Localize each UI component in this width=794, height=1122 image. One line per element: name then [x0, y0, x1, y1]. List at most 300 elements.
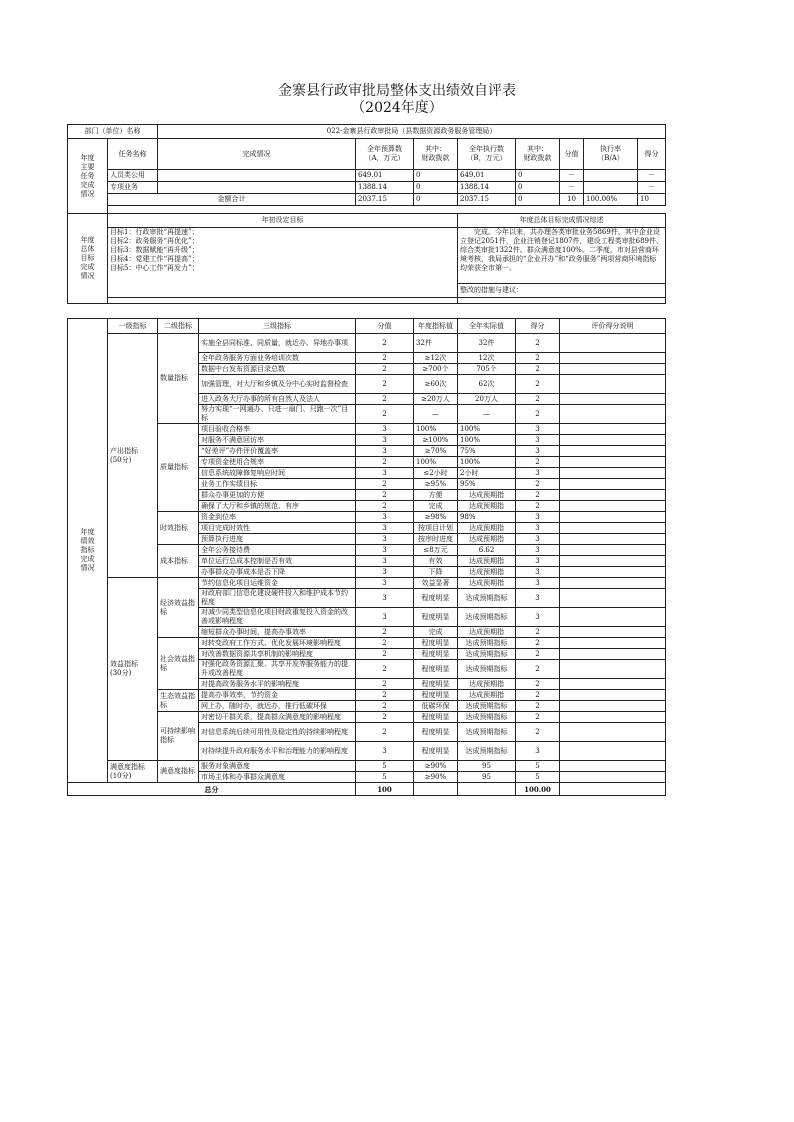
grand-total-score: 100 — [356, 783, 414, 796]
execution-row — [68, 182, 666, 194]
indicator-row — [68, 712, 666, 723]
col-budget-fin: 其中： 财政拨款 — [414, 139, 458, 170]
indicator-got: 2 — [516, 712, 560, 723]
indicator-actual: 达成预期指 — [458, 627, 516, 638]
indicator-target: ≥98% — [414, 512, 458, 523]
task-score: － — [560, 170, 584, 182]
indicator-got: 3 — [516, 534, 560, 545]
goals-right-header: 年度总体目标完成情况综述 — [458, 214, 666, 228]
col-level3: 三级指标 — [199, 319, 356, 334]
indicator-actual: 100% — [458, 435, 516, 446]
indicator-target: 程度明显 — [414, 608, 458, 627]
indicator-row — [68, 578, 666, 589]
indicator-actual: 达成预期指标 — [458, 701, 516, 712]
indicator-got: 2 — [516, 723, 560, 742]
level2-label: 生态效益指标 — [158, 690, 199, 712]
indicator-score: 5 — [356, 772, 414, 783]
indicator-target: ≥90% — [414, 761, 458, 772]
indicator-note — [560, 723, 666, 742]
indicator-target: 程度明显 — [414, 723, 458, 742]
indicator-note — [560, 608, 666, 627]
indicator-score: 3 — [356, 578, 414, 589]
level3-label: 单位运行总成本控制是否有效 — [199, 556, 356, 567]
indicator-got: 2 — [516, 457, 560, 468]
total-score: 10 — [560, 194, 584, 206]
indicator-note — [560, 556, 666, 567]
goals-right-text: 完成。今年以来，共办理各类审批业务5869件，其中企业设立登记2051件，企业注销登记1807件，建设工程类审批689件，综合类审批1322件。群众满意度100%。二季度，市对县营商环境考核，我局承担的“企业开办”和“政务服务”两项营商环境指标均荣获全市第一。 — [458, 228, 666, 284]
indicator-actual: 95 — [458, 772, 516, 783]
indicator-row — [68, 512, 666, 523]
indicator-got: 3 — [516, 435, 560, 446]
goals-left-header: 年初设定目标 — [108, 214, 458, 228]
indicator-note — [560, 446, 666, 457]
indicator-note — [560, 545, 666, 556]
indicator-row — [68, 690, 666, 701]
total-label: 金额合计 — [108, 194, 356, 206]
col-status: 完成情况 — [158, 139, 356, 170]
indicator-note — [560, 578, 666, 589]
indicator-got: 3 — [516, 424, 560, 435]
level3-label: 进入政务大厅办事的所有自然人及法人 — [199, 394, 356, 405]
task-status — [158, 182, 356, 194]
indicator-got: 3 — [516, 567, 560, 578]
indicator-score: 5 — [356, 761, 414, 772]
indicator-got: 3 — [516, 589, 560, 608]
indicator-note — [560, 772, 666, 783]
indicator-got: 2 — [516, 405, 560, 424]
indicator-score: 3 — [356, 742, 414, 761]
indicator-row — [68, 545, 666, 556]
dept-label: 部门（单位）名称 — [68, 125, 158, 139]
level1-label: 产出指标 (50分) — [108, 334, 158, 578]
indicator-actual: 达成预期指标 — [458, 649, 516, 660]
page-title: 金寨县行政审批局整体支出绩效自评表 — [278, 83, 516, 99]
indicator-target: 完成 — [414, 501, 458, 512]
level3-label: 资金到位率 — [199, 512, 356, 523]
indicator-actual: 达成预期指 — [458, 534, 516, 545]
level1-label: 效益指标 (30分) — [108, 578, 158, 761]
indicator-target: 程度明显 — [414, 742, 458, 761]
indicator-row — [68, 638, 666, 649]
level3-label: 对信息系统后续可用性及稳定性的持续影响程度 — [199, 723, 356, 742]
level3-label: 实施全县同标准、同质量，就近办、异地办事项 — [199, 334, 356, 353]
indicator-actual: 95% — [458, 479, 516, 490]
indicator-score: 2 — [356, 375, 414, 394]
level2-label: 时效指标 — [158, 512, 199, 545]
indicator-target: 程度明显 — [414, 679, 458, 690]
col-task: 任务名称 — [108, 139, 158, 170]
indicator-note — [560, 457, 666, 468]
indicator-score: 2 — [356, 501, 414, 512]
task-name: 专项业务 — [108, 182, 158, 194]
indicator-actual: 95 — [458, 761, 516, 772]
indicator-target: ≥70% — [414, 446, 458, 457]
indicator-got: 2 — [516, 660, 560, 679]
indicator-target: ≤8万元 — [414, 545, 458, 556]
col-rate: 执行率 （B/A） — [584, 139, 638, 170]
indicator-got: 2 — [516, 479, 560, 490]
indicator-target: ≥12次 — [414, 353, 458, 364]
indicator-actual: 达成预期指 — [458, 556, 516, 567]
indicator-score: 2 — [356, 627, 414, 638]
task-exec: 649.01 — [458, 170, 516, 182]
indicator-score: 3 — [356, 567, 414, 578]
indicator-target: 按序时进度 — [414, 534, 458, 545]
grand-total-target — [414, 783, 458, 796]
indicator-actual: 100% — [458, 457, 516, 468]
task-budget: 649.01 — [356, 170, 414, 182]
indicator-target: 程度明显 — [414, 712, 458, 723]
level3-label: 网上办，随时办，就近办，推行低碳环保 — [199, 701, 356, 712]
indicator-target: 程度明显 — [414, 589, 458, 608]
indicator-score: 3 — [356, 446, 414, 457]
indicator-note — [560, 649, 666, 660]
indicator-note — [560, 468, 666, 479]
indicator-target: ≥60次 — [414, 375, 458, 394]
level3-label: “好差评”办件评价覆盖率 — [199, 446, 356, 457]
col-got: 得分 — [516, 319, 560, 334]
indicator-actual: 达成预期指标 — [458, 742, 516, 761]
indicator-target: 程度明显 — [414, 690, 458, 701]
indicator-note — [560, 375, 666, 394]
indicator-note — [560, 534, 666, 545]
indicator-actual: — — [458, 405, 516, 424]
col-target: 年度指标值 — [414, 319, 458, 334]
level2-label: 社会效益指标 — [158, 638, 199, 690]
indicator-actual: 12次 — [458, 353, 516, 364]
indicator-target: 低碳环保 — [414, 701, 458, 712]
grand-total-note — [560, 783, 666, 796]
execution-row — [68, 170, 666, 182]
level3-label: 节约信息化项目运维资金 — [199, 578, 356, 589]
col-score: 分值 — [560, 139, 584, 170]
summary-table — [67, 124, 666, 304]
level3-label: 市场主体和办事群众满意度 — [199, 772, 356, 783]
indicator-actual: 达成预期指标 — [458, 608, 516, 627]
indicator-note — [560, 435, 666, 446]
col-got: 得分 — [638, 139, 666, 170]
indicators-total-row — [68, 783, 666, 796]
indicator-score: 3 — [356, 435, 414, 446]
execution-total-row — [68, 194, 666, 206]
indicator-target: ≥95% — [414, 479, 458, 490]
indicator-target: 方便 — [414, 490, 458, 501]
level2-label: 满意度指标 — [158, 761, 199, 783]
indicator-row — [68, 424, 666, 435]
indicator-got: 2 — [516, 701, 560, 712]
col-exec-fin: 其中： 财政拨款 — [516, 139, 560, 170]
indicator-note — [560, 405, 666, 424]
indicator-actual: 20万人 — [458, 394, 516, 405]
goals-left-text: 目标1：行政审批“再提速”； 目标2：政务服务“再优化”； 目标3：数据赋能“再升级”； 目标4：党建工作“再提高”； 目标5：中心工作“再发力”； — [108, 228, 458, 298]
indicator-got: 2 — [516, 375, 560, 394]
col-note: 评价得分说明 — [560, 319, 666, 334]
indicators-table — [67, 318, 666, 796]
task-got: － — [638, 182, 666, 194]
indicator-target: 下降 — [414, 567, 458, 578]
indicator-actual: 达成预期指 — [458, 690, 516, 701]
level3-label: 对持续提升政府服务水平和治理能力的影响程度 — [199, 742, 356, 761]
level1-label: 满意度指标 (10分) — [108, 761, 158, 783]
indicator-note — [560, 501, 666, 512]
level2-label: 质量指标 — [158, 424, 199, 512]
level3-label: 对密切干群关系，提高群众满意度的影响程度 — [199, 712, 356, 723]
indicator-target: 100% — [414, 457, 458, 468]
indicators-section-label: 年度 绩效 指标 完成 情况 — [68, 319, 108, 783]
indicator-score: 3 — [356, 589, 414, 608]
indicator-got: 5 — [516, 761, 560, 772]
level3-label: 业务工作实绩目标 — [199, 479, 356, 490]
level3-label: 提高办事效率，节约资金 — [199, 690, 356, 701]
indicator-note — [560, 761, 666, 772]
indicator-actual: 2小时 — [458, 468, 516, 479]
level3-label: 全年政务服务方面业务培训次数 — [199, 353, 356, 364]
indicator-target: 32件 — [414, 334, 458, 353]
col-score: 分值 — [356, 319, 414, 334]
indicator-actual: 62次 — [458, 375, 516, 394]
indicator-got: 2 — [516, 353, 560, 364]
level3-label: 项目验收合格率 — [199, 424, 356, 435]
task-rate — [584, 182, 638, 194]
indicator-score: 2 — [356, 394, 414, 405]
indicator-note — [560, 364, 666, 375]
indicator-score: 2 — [356, 712, 414, 723]
spacer — [458, 298, 666, 304]
indicator-target: 按项目计划 — [414, 523, 458, 534]
indicator-note — [560, 394, 666, 405]
total-rate: 100.00% — [584, 194, 638, 206]
col-level2: 二级指标 — [158, 319, 199, 334]
indicator-note — [560, 523, 666, 534]
indicator-actual: 100% — [458, 424, 516, 435]
indicator-score: 3 — [356, 468, 414, 479]
indicator-actual: 98% — [458, 512, 516, 523]
task-budget: 1388.14 — [356, 182, 414, 194]
indicator-actual: 达成预期指标 — [458, 660, 516, 679]
indicator-actual: 达成预期指 — [458, 501, 516, 512]
execution-section-label: 年度 主要 任务 完成 情况 — [68, 139, 108, 214]
col-exec: 全年执行数 （B，万元） — [458, 139, 516, 170]
indicator-target: 效益显著 — [414, 578, 458, 589]
level3-label: 服务对象满意度 — [199, 761, 356, 772]
spacer — [108, 206, 666, 214]
indicator-score: 2 — [356, 690, 414, 701]
indicator-score: 2 — [356, 649, 414, 660]
indicator-got: 2 — [516, 638, 560, 649]
total-exec: 2037.15 — [458, 194, 516, 206]
level3-label: 努力实现“一网通办、只进一扇门、只跑一次”目标 — [199, 405, 356, 424]
indicator-actual: 达成预期指标 — [458, 589, 516, 608]
indicator-note — [560, 638, 666, 649]
level3-label: 缩短群众办事时间，提高办事效率 — [199, 627, 356, 638]
indicator-got: 3 — [516, 446, 560, 457]
indicator-score: 2 — [356, 405, 414, 424]
indicator-actual: 达成预期指标 — [458, 712, 516, 723]
level3-label: 对转变政府工作方式、优化发展环境影响程度 — [199, 638, 356, 649]
total-got: 10 — [638, 194, 666, 206]
indicator-score: 2 — [356, 479, 414, 490]
indicator-got: 2 — [516, 501, 560, 512]
indicator-got: 3 — [516, 545, 560, 556]
indicator-target: 程度明显 — [414, 638, 458, 649]
indicator-actual: 32件 — [458, 334, 516, 353]
indicator-got: 3 — [516, 608, 560, 627]
indicator-score: 3 — [356, 424, 414, 435]
level3-label: 加强管理，对大厅和乡镇及分中心实时监督检查 — [199, 375, 356, 394]
indicator-score: 2 — [356, 723, 414, 742]
indicator-got: 2 — [516, 394, 560, 405]
indicator-score: 3 — [356, 534, 414, 545]
indicator-score: 3 — [356, 512, 414, 523]
indicator-target: 100% — [414, 424, 458, 435]
goals-measures-label: 整改的措施与建议： — [458, 284, 666, 298]
level3-label: 数据中台发布资源目录总数 — [199, 364, 356, 375]
level3-label: 办事群众办事成本是否下降 — [199, 567, 356, 578]
indicator-note — [560, 742, 666, 761]
indicator-actual: 达成预期指 — [458, 490, 516, 501]
level2-label: 可持续影响指标 — [158, 712, 199, 761]
indicator-note — [560, 589, 666, 608]
level2-label: 数量指标 — [158, 334, 199, 424]
indicator-actual: 6.62 — [458, 545, 516, 556]
indicator-target: ≥700个 — [414, 364, 458, 375]
task-exec-fin: 0 — [516, 182, 560, 194]
indicator-got: 2 — [516, 627, 560, 638]
indicator-score: 2 — [356, 457, 414, 468]
task-rate — [584, 170, 638, 182]
indicator-actual: 达成预期指标 — [458, 723, 516, 742]
level3-label: 信息系统故障修复响应时间 — [199, 468, 356, 479]
indicator-score: 3 — [356, 523, 414, 534]
indicator-note — [560, 490, 666, 501]
indicator-note — [560, 479, 666, 490]
level2-label: 成本指标 — [158, 545, 199, 578]
indicator-got: 3 — [516, 512, 560, 523]
indicator-note — [560, 334, 666, 353]
indicator-got: 3 — [516, 523, 560, 534]
indicator-got: 2 — [516, 490, 560, 501]
indicator-actual: 75% — [458, 446, 516, 457]
indicator-target: ≥20万人 — [414, 394, 458, 405]
indicator-score: 2 — [356, 364, 414, 375]
page-subtitle: （2024年度） — [351, 100, 443, 116]
indicator-got: 2 — [516, 364, 560, 375]
level2-label: 经济效益指标 — [158, 578, 199, 638]
indicator-row — [68, 334, 666, 353]
level3-label: 群众办事更加的方便 — [199, 490, 356, 501]
task-name: 人员类公用 — [108, 170, 158, 182]
level3-label: 对政府部门信息化建设硬件投入和维护成本节约程度 — [199, 589, 356, 608]
grand-total-got: 100.00 — [516, 783, 560, 796]
indicator-score: 2 — [356, 701, 414, 712]
grand-total-label: 总分 — [68, 783, 356, 796]
indicator-actual: 达成预期指 — [458, 523, 516, 534]
task-exec-fin: 0 — [516, 170, 560, 182]
indicator-actual: 达成预期指 — [458, 567, 516, 578]
indicator-note — [560, 424, 666, 435]
indicator-got: 2 — [516, 690, 560, 701]
level3-label: 对强化政务资源汇聚、共享开发等服务能力的提升或改善程度 — [199, 660, 356, 679]
indicator-target: — — [414, 405, 458, 424]
total-budget: 2037.15 — [356, 194, 414, 206]
task-exec: 1388.14 — [458, 182, 516, 194]
indicator-score: 2 — [356, 638, 414, 649]
level3-label: 对减少同类型信息化项目财政重复投入资金的改善或影响程度 — [199, 608, 356, 627]
indicator-got: 2 — [516, 679, 560, 690]
level3-label: 对改善数据资源共享机制的影响程度 — [199, 649, 356, 660]
indicator-note — [560, 679, 666, 690]
indicator-score: 2 — [356, 353, 414, 364]
goals-section-label: 年度 总体 目标 完成 情况 — [68, 214, 108, 304]
indicator-got: 2 — [516, 334, 560, 353]
indicator-row — [68, 761, 666, 772]
indicator-actual: 达成预期指标 — [458, 638, 516, 649]
indicator-got: 3 — [516, 468, 560, 479]
indicator-note — [560, 567, 666, 578]
col-level1: 一级指标 — [108, 319, 158, 334]
indicator-score: 3 — [356, 556, 414, 567]
level3-label: 确保了大厅和乡镇的规范、有序 — [199, 501, 356, 512]
level3-label: 专项资金使用合规率 — [199, 457, 356, 468]
indicator-target: 程度明显 — [414, 660, 458, 679]
indicator-score: 2 — [356, 334, 414, 353]
level3-label: 项目完成时效性 — [199, 523, 356, 534]
indicator-score: 3 — [356, 545, 414, 556]
task-budget-fin: 0 — [414, 170, 458, 182]
indicator-target: 有效 — [414, 556, 458, 567]
indicator-target: 程度明显 — [414, 649, 458, 660]
indicator-actual: 达成预期指 — [458, 679, 516, 690]
spacer — [108, 298, 458, 304]
indicator-got: 3 — [516, 742, 560, 761]
task-score: － — [560, 182, 584, 194]
indicator-target: 完成 — [414, 627, 458, 638]
total-budget-fin: 0 — [414, 194, 458, 206]
indicator-got: 3 — [516, 578, 560, 589]
grand-total-actual — [458, 783, 516, 796]
indicator-got: 2 — [516, 649, 560, 660]
indicator-note — [560, 701, 666, 712]
indicator-score: 2 — [356, 490, 414, 501]
indicator-got: 5 — [516, 772, 560, 783]
total-exec-fin: 0 — [516, 194, 560, 206]
task-got: － — [638, 170, 666, 182]
indicator-note — [560, 690, 666, 701]
indicator-target: ≥90% — [414, 772, 458, 783]
level3-label: 预算执行进度 — [199, 534, 356, 545]
col-actual: 全年实际值 — [458, 319, 516, 334]
level3-label: 对提高政务服务水平的影响程度 — [199, 679, 356, 690]
task-status — [158, 170, 356, 182]
indicator-actual: 达成预期指 — [458, 578, 516, 589]
task-budget-fin: 0 — [414, 182, 458, 194]
indicator-actual: 705个 — [458, 364, 516, 375]
dept-value: 022-金寨县行政审批局（县数据资源政务服务管理局） — [158, 125, 666, 139]
indicator-note — [560, 512, 666, 523]
level3-label: 全年公务接待费 — [199, 545, 356, 556]
level3-label: 对服务不满意回访率 — [199, 435, 356, 446]
indicators-header-row — [68, 319, 666, 334]
indicator-target: ≥100% — [414, 435, 458, 446]
indicator-note — [560, 660, 666, 679]
indicator-note — [560, 712, 666, 723]
indicator-score: 2 — [356, 660, 414, 679]
col-budget: 全年预算数 （A，万元） — [356, 139, 414, 170]
indicator-note — [560, 353, 666, 364]
indicator-note — [560, 627, 666, 638]
indicator-score: 3 — [356, 608, 414, 627]
indicator-target: ≤2小时 — [414, 468, 458, 479]
